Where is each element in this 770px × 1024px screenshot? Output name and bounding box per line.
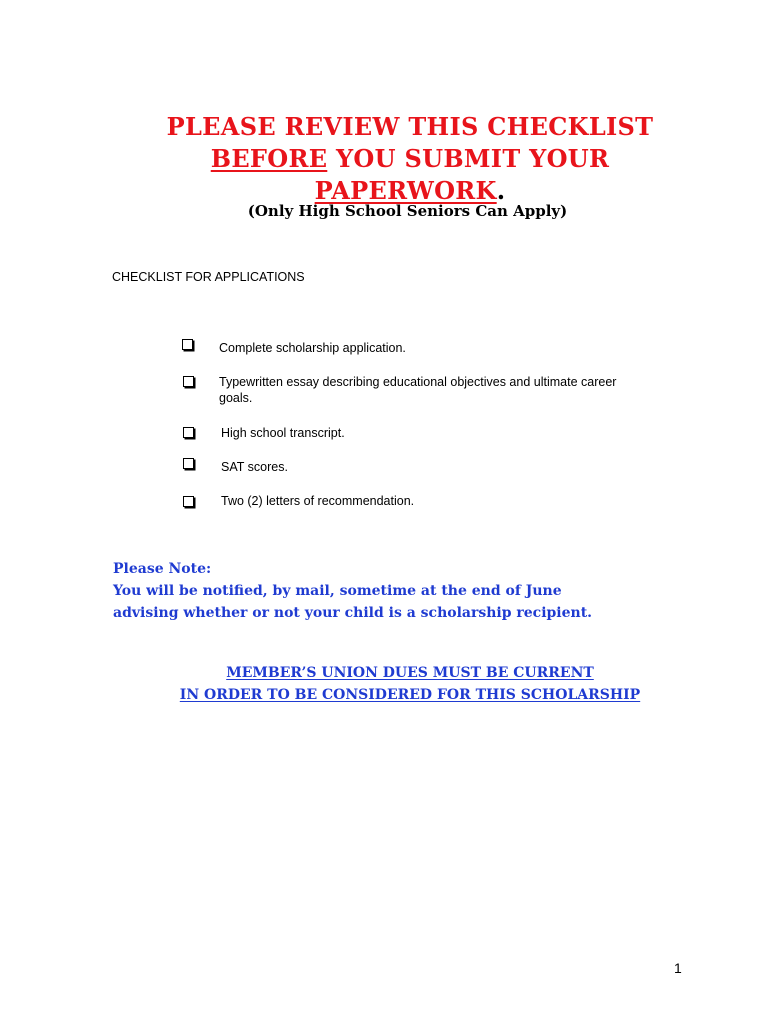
dues-line-1: MEMBER’S UNION DUES MUST BE CURRENT (226, 665, 594, 681)
note-heading: Please Note: (113, 561, 212, 577)
checklist-item-label: Two (2) letters of recommendation. (221, 494, 415, 508)
title-before-underlined: BEFORE (210, 144, 328, 173)
checkbox-icon[interactable] (182, 339, 193, 350)
eligibility-subtitle: (Only High School Seniors Can Apply) (247, 202, 568, 220)
checklist-item-label: SAT scores. (221, 460, 288, 474)
checklist-item-label: High school transcript. (221, 426, 345, 440)
checklist-heading: CHECKLIST FOR APPLICATIONS (112, 270, 305, 284)
title-paperwork-underlined: PAPERWORK (314, 176, 497, 205)
title-period: . (496, 176, 506, 205)
union-dues-notice (0, 662, 770, 706)
dues-line-2: IN ORDER TO BE CONSIDERED FOR THIS SCHOLARSHIP (179, 687, 641, 703)
title-line-2 (0, 143, 770, 175)
title-line-2-rest: YOU SUBMIT YOUR (327, 144, 610, 173)
checkbox-icon[interactable] (183, 458, 194, 469)
checkbox-icon[interactable] (183, 496, 194, 507)
checklist-item-label: Typewritten essay describing educational objectives and ultimate career goals. (219, 375, 617, 405)
page-title (0, 111, 770, 207)
page-number: 1 (674, 960, 682, 976)
checkbox-icon[interactable] (183, 427, 194, 438)
note-line-2: advising whether or not your child is a scholarship recipient. (113, 605, 593, 621)
please-note-block (113, 558, 592, 624)
checklist-item-label: Complete scholarship application. (219, 341, 406, 355)
note-line-1: You will be notified, by mail, sometime at the end of June (113, 583, 562, 599)
title-line-1: PLEASE REVIEW THIS CHECKLIST (166, 112, 654, 141)
checkbox-icon[interactable] (183, 376, 194, 387)
